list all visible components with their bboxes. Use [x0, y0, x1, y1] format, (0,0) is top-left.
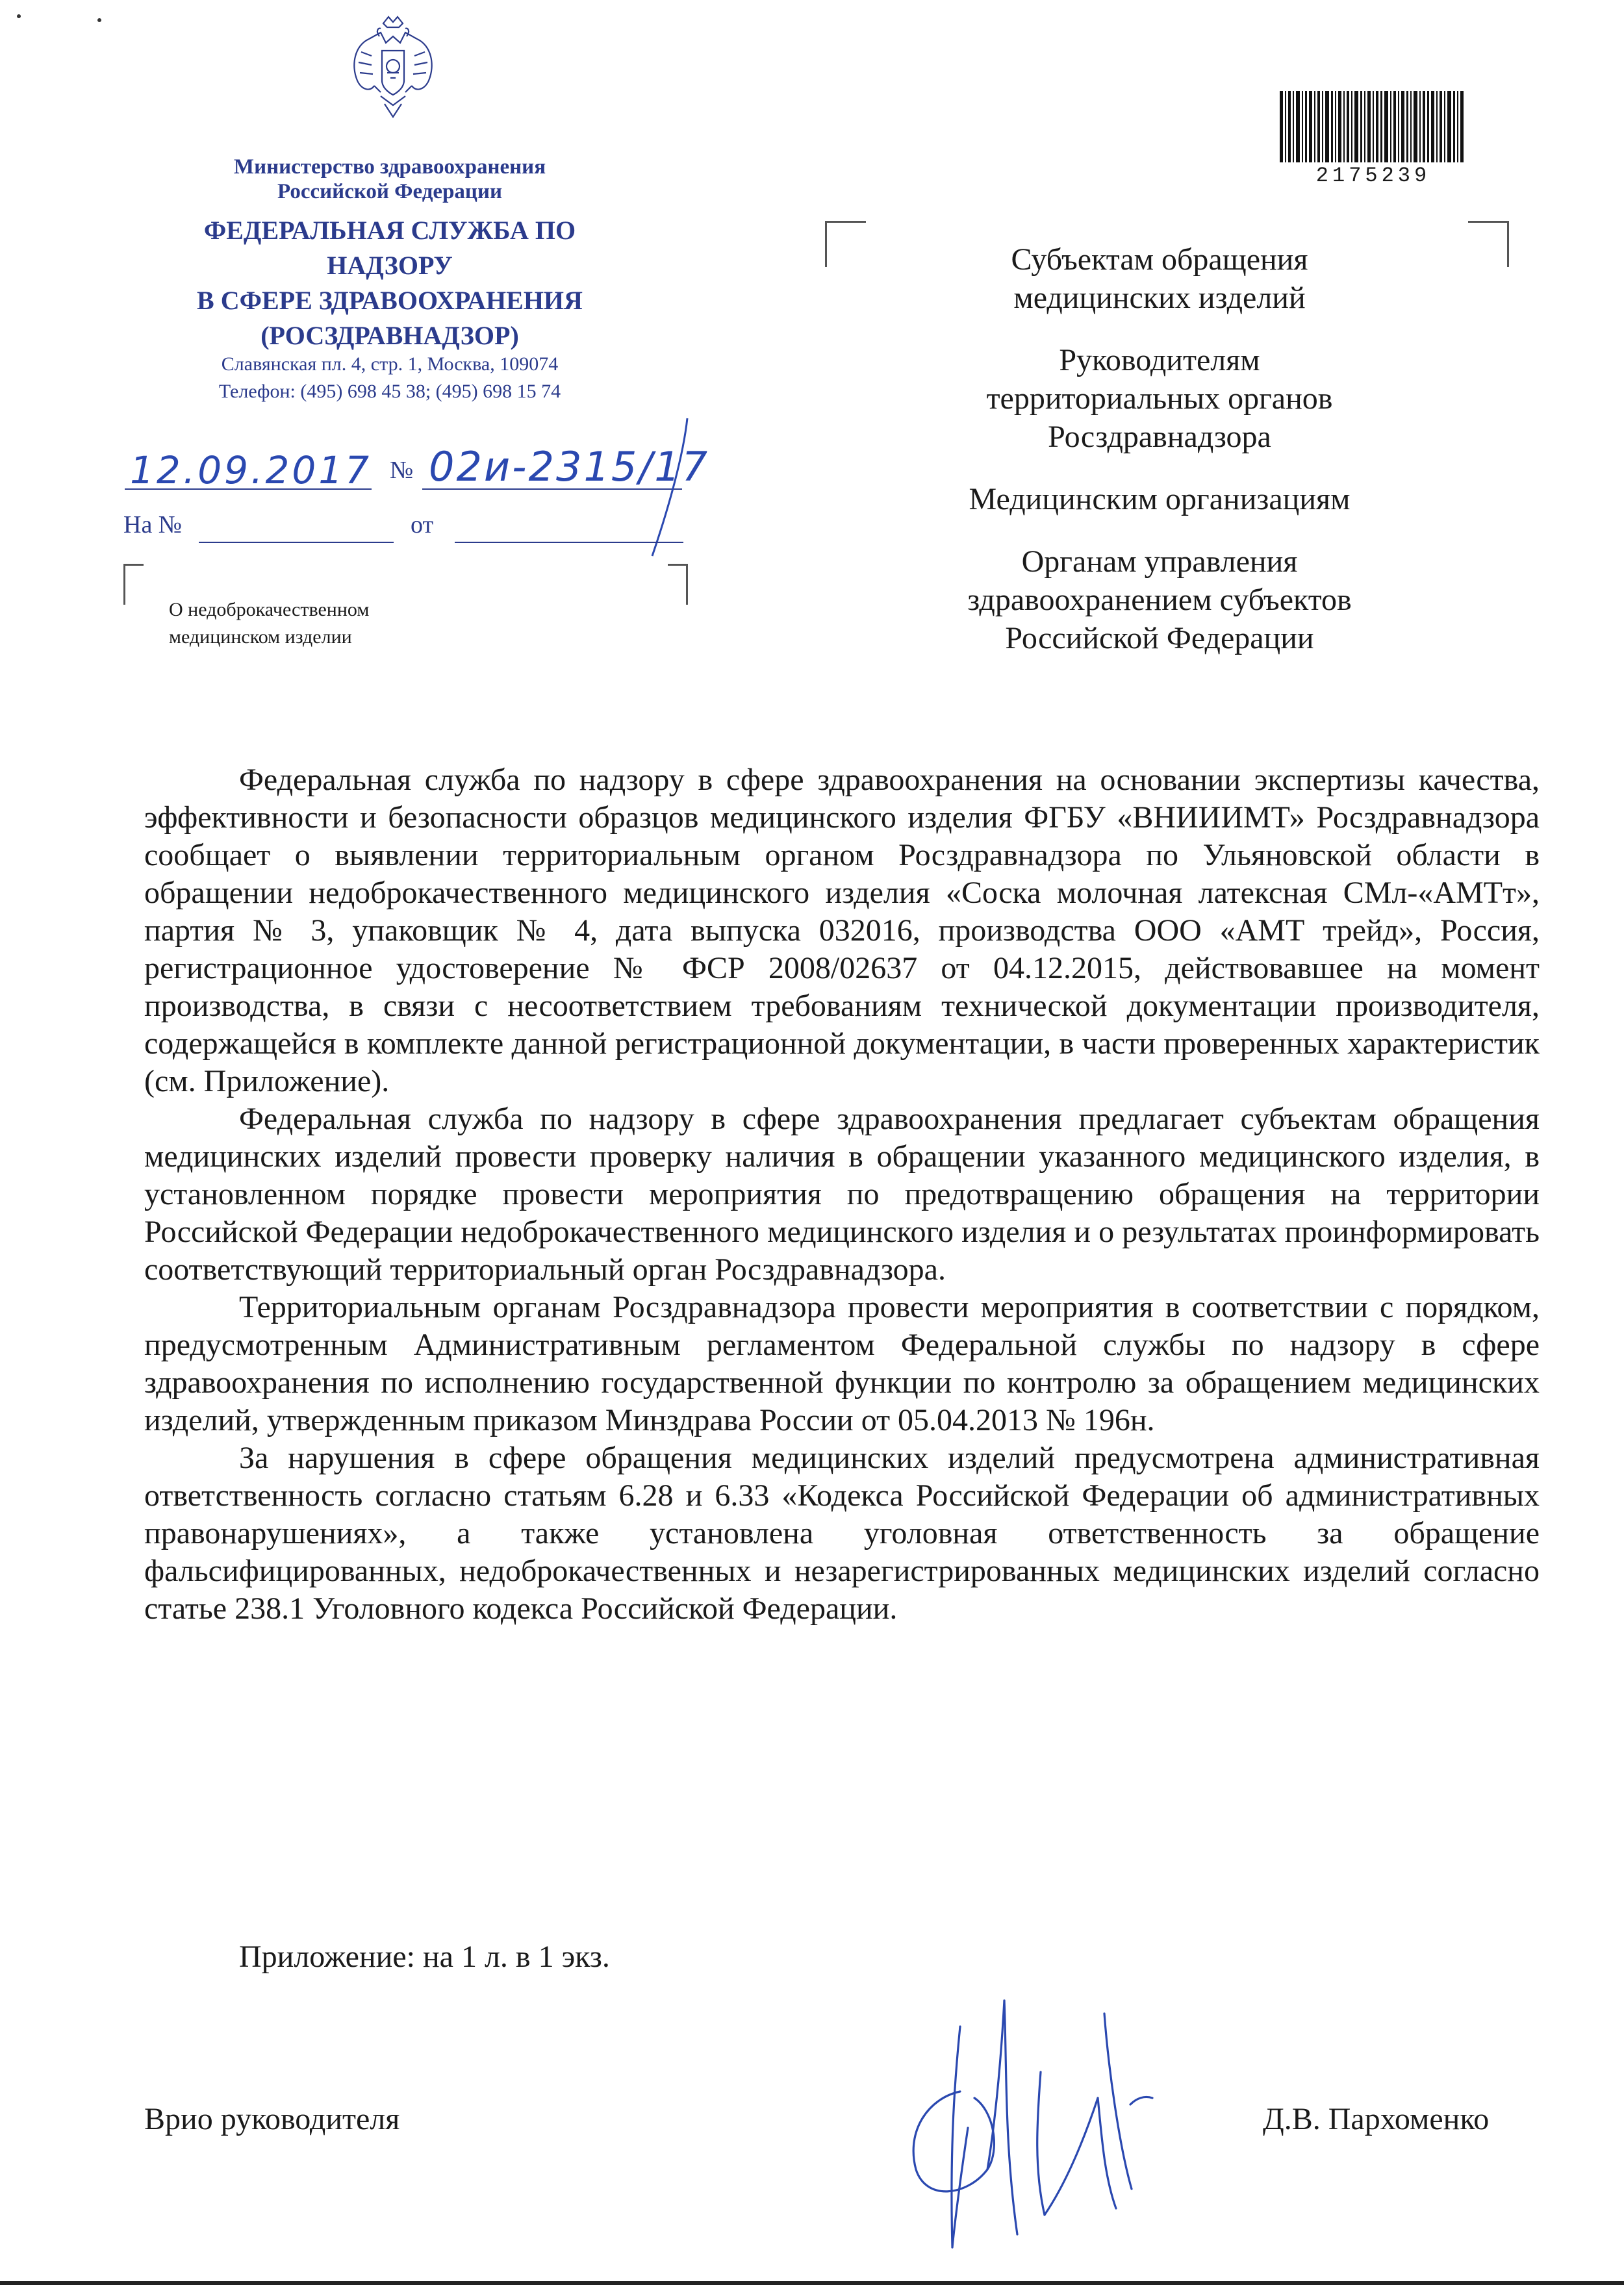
coat-of-arms-icon	[342, 13, 444, 136]
addressee-line: Органам управления	[1021, 544, 1298, 579]
addressee-line: здравоохранением субъектов	[967, 583, 1352, 617]
registration-number: 02и-2315/17	[429, 443, 710, 490]
addressee-line: Медицинским организациям	[969, 482, 1351, 516]
signatory-position: Врио руководителя	[144, 2102, 400, 2136]
service-name	[156, 213, 624, 353]
letter-body	[144, 761, 1540, 1628]
addressee-line: территориальных органов	[986, 381, 1333, 416]
addressee-group	[909, 542, 1410, 657]
date-underline	[125, 488, 372, 490]
barcode-number: 2175239	[1315, 164, 1431, 188]
registration-date: 12.09.2017	[130, 448, 372, 492]
addressee-line: медицинских изделий	[1013, 281, 1306, 315]
addressee-line: Субъектам обращения	[1011, 242, 1308, 277]
signatory-name: Д.В. Пархоменко	[1263, 2102, 1490, 2136]
addressee-line: Руководителям	[1059, 343, 1260, 377]
service-line: В СФЕРЕ ЗДРАВООХРАНЕНИЯ	[197, 286, 583, 315]
body-paragraph: За нарушения в сфере обращения медицинских изделий предусмотрена административная ответственность согласно статьям 6.28 и 6.33 «Кодекса Российской Федерации об административных правонарушениях», а также установлена уголовная ответственность за обращение фальсифицированных, недоброкачественных и незарегистрированных медицинских изделий согласно статье 238.1 Уголовного кодекса Российской Федерации.	[144, 1441, 1540, 1626]
reply-number-label: На №	[123, 511, 183, 538]
body-paragraph: Федеральная служба по надзору в сфере здравоохранения предлагает субъектам обращения медицинских изделий провести проверку наличия в обращении указанного медицинского изделия, в установленном порядке провести мероприятия по предотвращению обращения на территории Российской Федерации недоброкачественного медицинского изделия и о результатах проинформировать соответствующий территориальный орган Росздравнадзора.	[144, 1102, 1540, 1287]
reply-date-label: от	[411, 511, 434, 538]
page-bottom-edge	[0, 2281, 1624, 2285]
service-line: (РОСЗДРАВНАДЗОР)	[260, 321, 519, 350]
scan-speck	[97, 18, 101, 22]
corner-bracket	[123, 564, 144, 605]
corner-bracket	[1468, 221, 1509, 267]
scan-speck	[17, 14, 21, 18]
reply-number-line	[199, 542, 394, 543]
addressee-group	[909, 240, 1410, 317]
subject-line: О недоброкачественном	[169, 599, 370, 620]
ministry-line: Министерство здравоохранения	[233, 155, 546, 179]
addressee-line: Российской Федерации	[1005, 621, 1314, 655]
barcode-icon	[1280, 91, 1467, 162]
appendix-note: Приложение: на 1 л. в 1 экз.	[239, 1940, 610, 1974]
body-paragraph: Федеральная служба по надзору в сфере здравоохранения на основании экспертизы качества, эффективности и безопасности образцов медицинского изделия ФГБУ «ВНИИИМТ» Росздравнадзора сообщает о выявлении территориальным органом Росздравнадзора по Ульяновской области в обращении недоброкачественного медицинского изделия «Соска молочная латексная СМл-«АМТт», партия № 3, упаковщик № 4, дата выпуска 032016, производства ООО «АМТ трейд», Россия, регистрационное удостоверение № ФСР 2008/02637 от 04.12.2015, действовавшее на момент производства, в связи с несоответствием требованиям технической документации производителя, содержащейся в комплекте данной регистрационной документации, в части проверенных характеристик (см. Приложение).	[144, 763, 1540, 1098]
body-paragraph: Территориальным органам Росздравнадзора провести мероприятия в соответствии с порядком, предусмотренным Административным регламентом Федеральной службы по надзору в сфере здравоохранения по исполнению государственной функции по контролю за обращением медицинских изделий, утвержденным приказом Минздрава России от 05.04.2013 № 196н.	[144, 1290, 1540, 1437]
addressee-group	[909, 341, 1410, 456]
sender-address	[156, 351, 624, 405]
address-line: Телефон: (495) 698 45 38; (495) 698 15 74	[218, 381, 561, 402]
addressee-line: Росздравнадзора	[1048, 420, 1271, 454]
corner-bracket	[825, 221, 866, 267]
number-label: №	[390, 457, 414, 484]
reply-date-line	[455, 542, 683, 543]
ministry-name	[156, 155, 624, 204]
address-line: Славянская пл. 4, стр. 1, Москва, 109074	[221, 353, 559, 375]
ministry-line: Российской Федерации	[277, 180, 502, 203]
handwritten-slash	[624, 416, 715, 559]
corner-bracket	[668, 564, 688, 605]
subject-line: медицинском изделии	[169, 626, 352, 648]
subject	[169, 596, 369, 651]
addressee-group	[909, 480, 1410, 518]
addressee-block	[909, 240, 1410, 681]
signature-mark	[890, 1975, 1163, 2254]
service-line: ФЕДЕРАЛЬНАЯ СЛУЖБА ПО НАДЗОРУ	[203, 216, 576, 280]
